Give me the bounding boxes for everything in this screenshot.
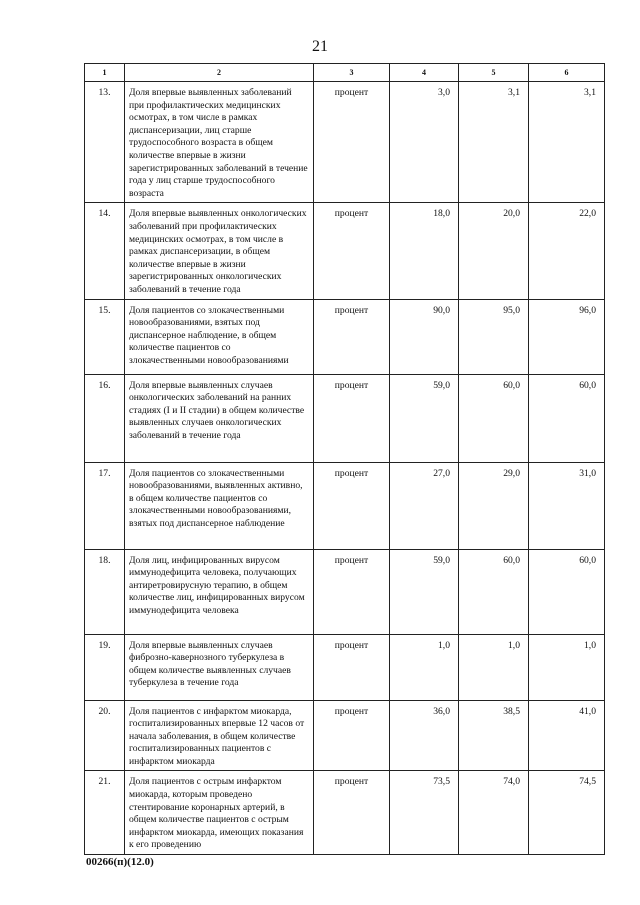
value-cell-col5: 95,0 [459, 299, 529, 374]
header-cell: 2 [125, 64, 314, 82]
document-code: 00266(п)(12.0) [86, 856, 154, 868]
table-row [85, 299, 605, 374]
indicator-name-cell: Доля лиц, инфицированных вирусом иммунодефицита человека, получающих антиретровирусную терапию, в общем количестве лиц, инфицированных вирусом иммунодефицита человека [125, 549, 314, 634]
value-cell-col5: 20,0 [459, 203, 529, 299]
indicator-name-cell: Доля пациентов с острым инфарктом миокарда, которым проведено стентирование коронарных артерий, в общем количестве пациентов с острым инфарктом миокарда, имеющих показания к его проведению [125, 771, 314, 855]
header-cell: 4 [390, 64, 459, 82]
row-number-cell: 20. [85, 700, 125, 771]
table-row [85, 374, 605, 462]
value-cell-col6: 60,0 [529, 374, 605, 462]
header-cell: 6 [529, 64, 605, 82]
value-cell-col4: 59,0 [390, 374, 459, 462]
value-cell-col5: 1,0 [459, 634, 529, 700]
value-cell-col4: 3,0 [390, 82, 459, 203]
unit-cell: процент [314, 634, 390, 700]
value-cell-col4: 18,0 [390, 203, 459, 299]
indicator-name-cell: Доля впервые выявленных заболеваний при профилактических медицинских осмотрах, в том числе в рамках диспансеризации, лиц старше трудоспособного возраста в общем количестве впервые в жизни зарегистрированных заболеваний в течение года у лиц старше трудоспособного возраста [125, 82, 314, 203]
value-cell-col4: 59,0 [390, 549, 459, 634]
value-cell-col5: 29,0 [459, 462, 529, 549]
value-cell-col4: 90,0 [390, 299, 459, 374]
value-cell-col6: 41,0 [529, 700, 605, 771]
table-row [85, 700, 605, 771]
value-cell-col6: 1,0 [529, 634, 605, 700]
indicators-table [84, 63, 605, 855]
unit-cell: процент [314, 299, 390, 374]
value-cell-col6: 74,5 [529, 771, 605, 855]
unit-cell: процент [314, 374, 390, 462]
value-cell-col4: 1,0 [390, 634, 459, 700]
table-row [85, 82, 605, 203]
table-row [85, 549, 605, 634]
value-cell-col5: 74,0 [459, 771, 529, 855]
indicator-name-cell: Доля пациентов со злокачественными новообразованиями, выявленных активно, в общем количестве пациентов со злокачественными новообразованиями, взятых под диспансерное наблюдение [125, 462, 314, 549]
indicator-name-cell: Доля пациентов с инфарктом миокарда, госпитализированных впервые 12 часов от начала заболевания, в общем количестве госпитализированных пациентов с инфарктом миокарда [125, 700, 314, 771]
table-row [85, 634, 605, 700]
row-number-cell: 14. [85, 203, 125, 299]
value-cell-col4: 73,5 [390, 771, 459, 855]
unit-cell: процент [314, 549, 390, 634]
table-header-row [85, 64, 605, 82]
table-row [85, 203, 605, 299]
page-number: 21 [312, 38, 328, 55]
indicator-name-cell: Доля впервые выявленных случаев фиброзно-кавернозного туберкулеза в общем количестве выявленных случаев туберкулеза в течение года [125, 634, 314, 700]
indicator-name-cell: Доля впервые выявленных случаев онкологических заболеваний на ранних стадиях (I и II стадии) в общем количестве выявленных случаев онкологических заболеваний в течение года [125, 374, 314, 462]
value-cell-col6: 31,0 [529, 462, 605, 549]
row-number-cell: 18. [85, 549, 125, 634]
unit-cell: процент [314, 700, 390, 771]
unit-cell: процент [314, 462, 390, 549]
value-cell-col6: 22,0 [529, 203, 605, 299]
row-number-cell: 13. [85, 82, 125, 203]
row-number-cell: 15. [85, 299, 125, 374]
unit-cell: процент [314, 771, 390, 855]
row-number-cell: 21. [85, 771, 125, 855]
value-cell-col4: 36,0 [390, 700, 459, 771]
value-cell-col5: 60,0 [459, 549, 529, 634]
row-number-cell: 19. [85, 634, 125, 700]
header-cell: 1 [85, 64, 125, 82]
unit-cell: процент [314, 203, 390, 299]
value-cell-col5: 60,0 [459, 374, 529, 462]
row-number-cell: 16. [85, 374, 125, 462]
value-cell-col6: 60,0 [529, 549, 605, 634]
value-cell-col6: 96,0 [529, 299, 605, 374]
value-cell-col6: 3,1 [529, 82, 605, 203]
value-cell-col5: 3,1 [459, 82, 529, 203]
row-number-cell: 17. [85, 462, 125, 549]
unit-cell: процент [314, 82, 390, 203]
value-cell-col4: 27,0 [390, 462, 459, 549]
value-cell-col5: 38,5 [459, 700, 529, 771]
table-row [85, 462, 605, 549]
indicator-name-cell: Доля пациентов со злокачественными новообразованиями, взятых под диспансерное наблюдение, в общем количестве пациентов со злокачественными новообразованиями [125, 299, 314, 374]
header-cell: 5 [459, 64, 529, 82]
table-row [85, 771, 605, 855]
indicator-name-cell: Доля впервые выявленных онкологических заболеваний при профилактических медицинских осмотрах, в том числе в рамках диспансеризации, в общем количестве впервые в жизни зарегистрированных онкологических заболеваний в течение года [125, 203, 314, 299]
header-cell: 3 [314, 64, 390, 82]
